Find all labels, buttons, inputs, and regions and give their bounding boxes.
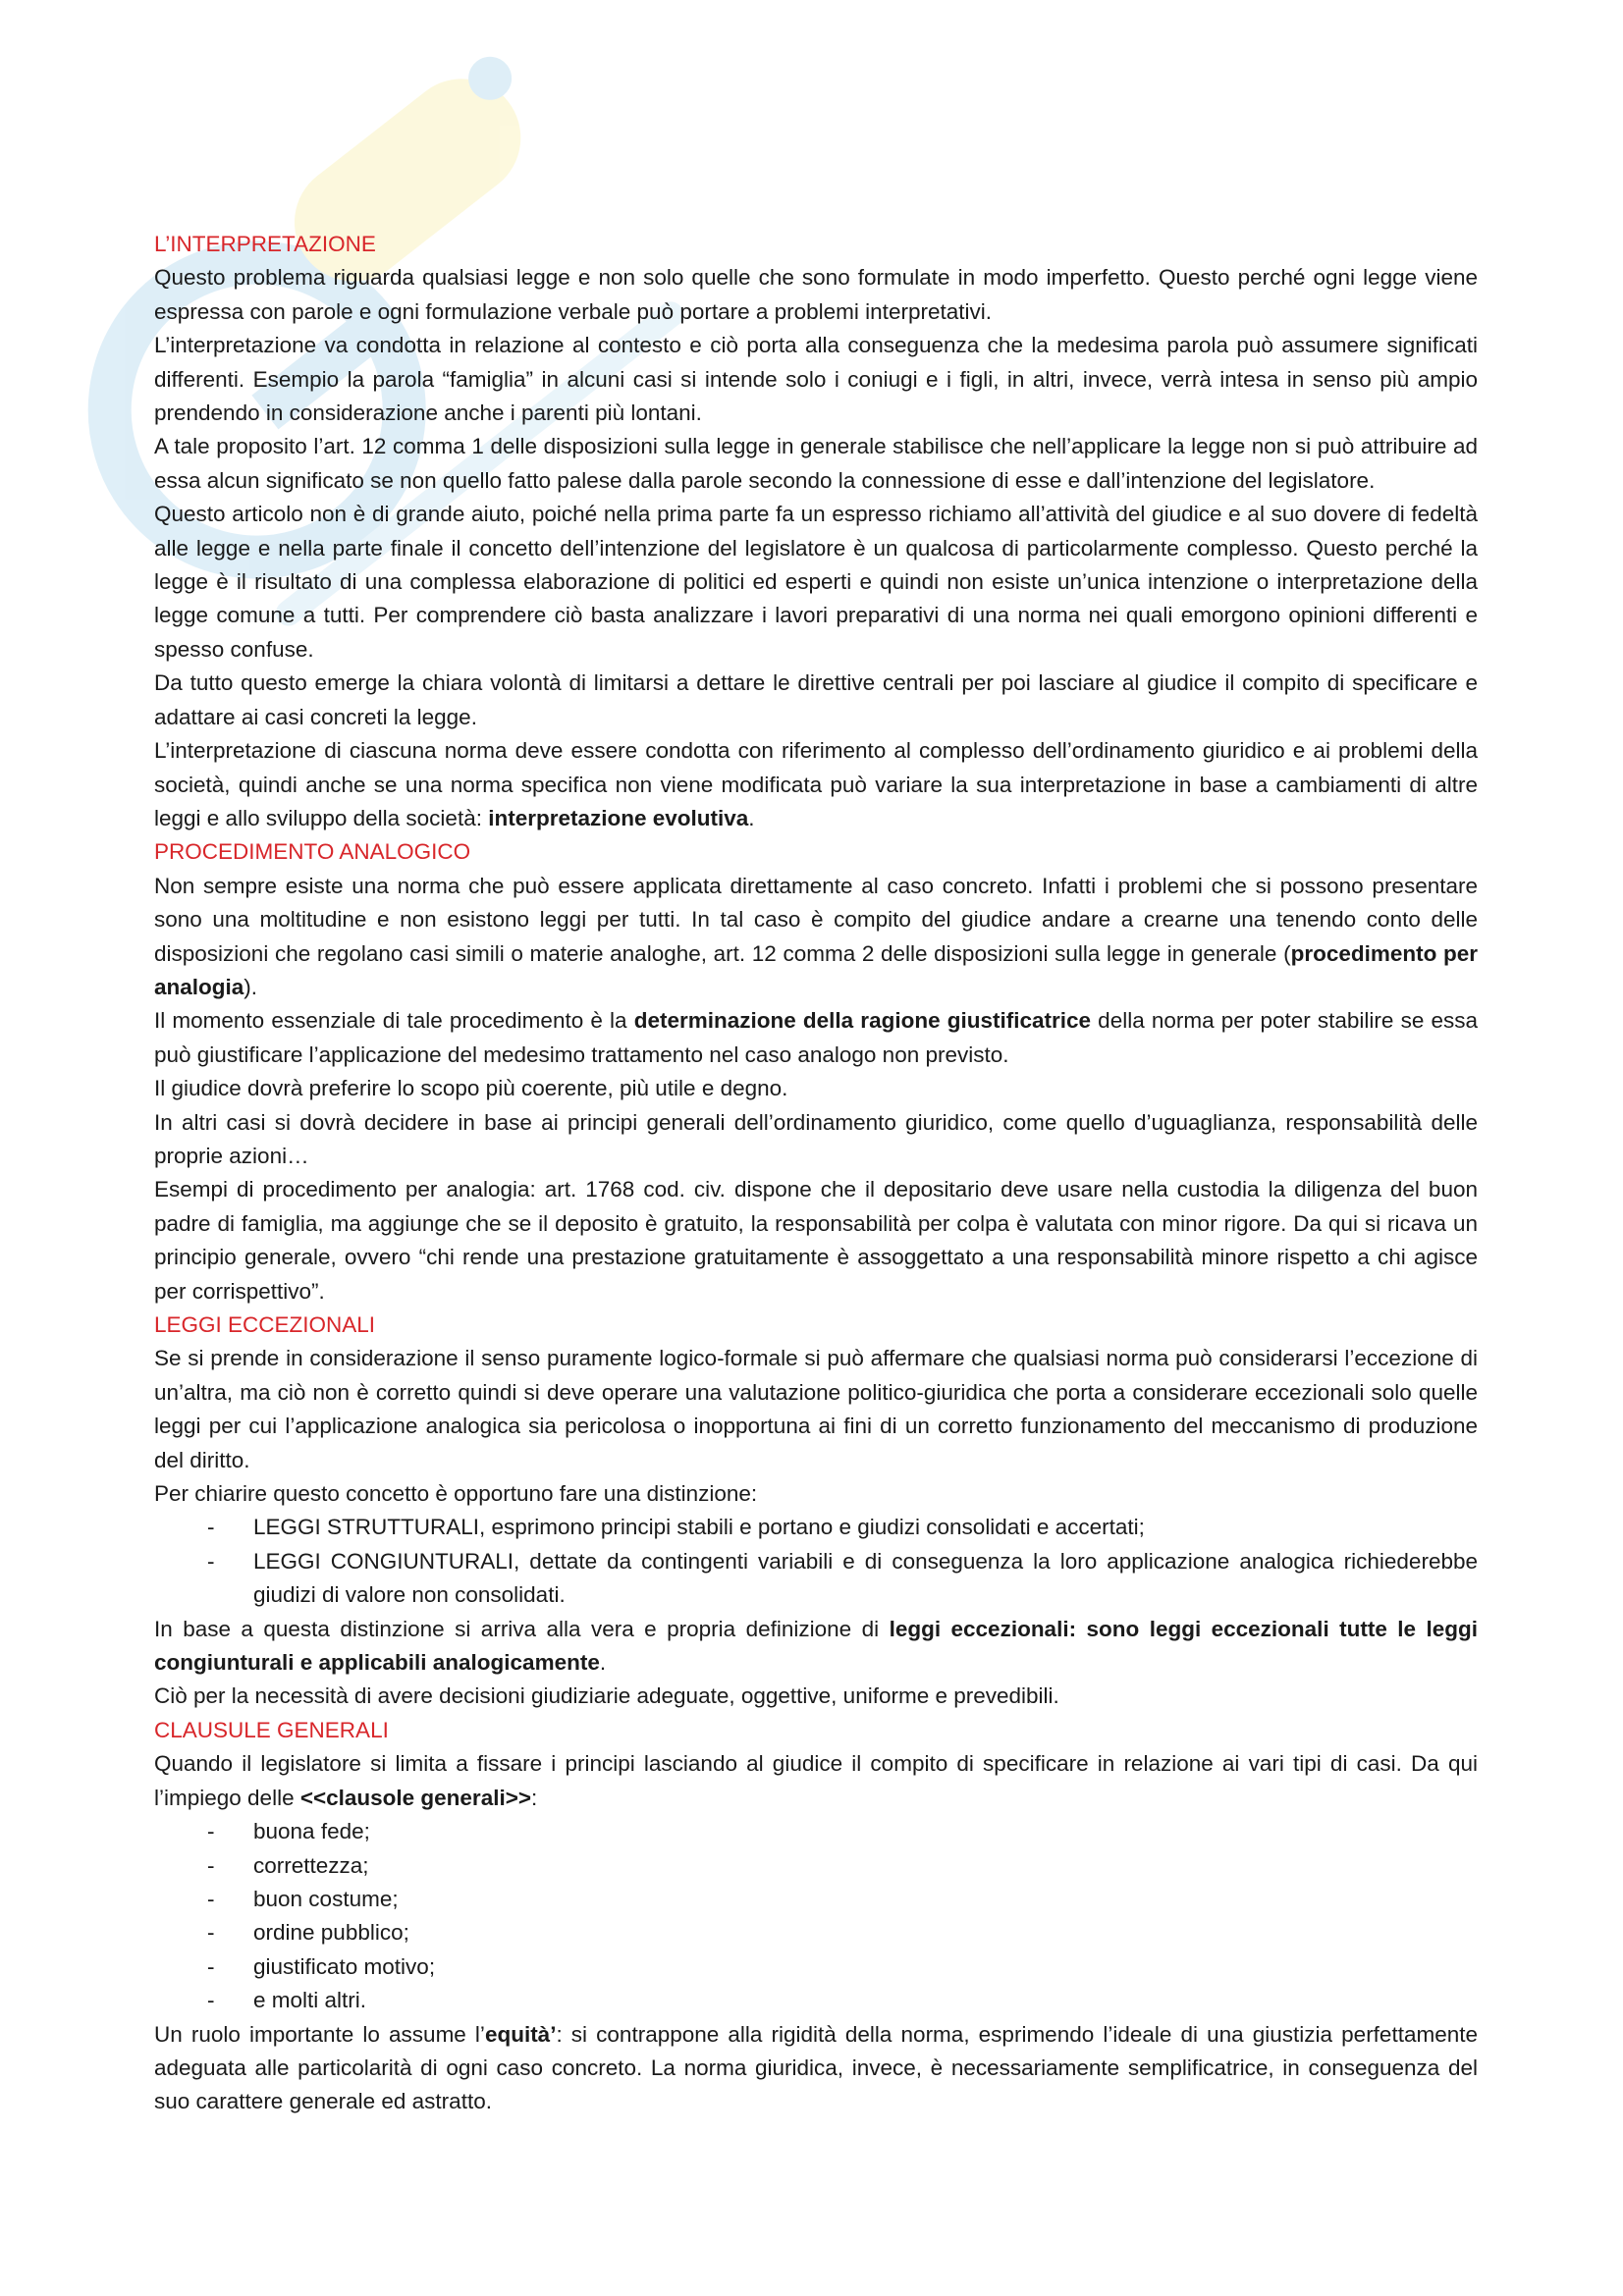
dash-marker: - — [207, 1953, 215, 1979]
text-run: : — [530, 1785, 538, 1810]
list-item-text: LEGGI CONGIUNTURALI, dettate da contingenti variabili e di conseguenza la loro applicazione analogica richiederebbe giudizi di valore non consolidati. — [253, 1548, 1478, 1608]
paragraph: Il giudice dovrà preferire lo scopo più coerente, più utile e degno. — [154, 1076, 788, 1101]
paragraph: Ciò per la necessità di avere decisioni giudiziarie adeguate, oggettive, uniforme e prevedibili. — [154, 1683, 1059, 1709]
list-item — [154, 1916, 1478, 1949]
text-run: L’interpretazione di ciascuna norma deve essere condotta con riferimento al complesso dell’ordinamento giuridico e ai problemi della società, quindi anche se una norma specifica non viene modificata può variare la sua interpretazione in base a cambiamenti di altre leggi e allo sviluppo della società: — [154, 738, 1478, 830]
list-item — [154, 1545, 1478, 1613]
list-item — [154, 1950, 1478, 1984]
paragraph: Se si prende in considerazione il senso puramente logico-formale si può affermare che qualsiasi norma può considerarsi l’eccezione di un’altra, ma ciò non è corretto quindi si deve operare una valutazione politico-giuridica che porta a considerare eccezionali solo quelle leggi per cui l’applicazione analogica sia pericolosa o inopportuna ai fini di un corretto funzionamento del meccanismo di produzione del diritto. — [154, 1346, 1478, 1472]
dash-marker: - — [207, 1515, 215, 1540]
text-run: In base a questa distinzione si arriva alla vera e propria definizione di — [154, 1616, 890, 1641]
list-item-text: e molti altri. — [253, 1988, 367, 2013]
paragraph: Per chiarire questo concetto è opportuno fare una distinzione: — [154, 1481, 758, 1507]
paragraph — [154, 870, 1478, 1005]
text-run: ). — [243, 974, 258, 999]
bold-term: procedimento per analogia — [154, 940, 1478, 999]
list-item-text: correttezza; — [253, 1852, 369, 1878]
paragraph: In altri casi si dovrà decidere in base ai principi generali dell’ordinamento giuridico, come quello d’uguaglianza, responsabilità delle proprie azioni… — [154, 1109, 1478, 1168]
section-heading: PROCEDIMENTO ANALOGICO — [154, 839, 471, 865]
section-heading: L’INTERPRETAZIONE — [154, 232, 376, 256]
dash-marker: - — [207, 1852, 215, 1878]
paragraph — [154, 2018, 1478, 2119]
paragraph — [154, 1747, 1478, 1815]
paragraph — [154, 1004, 1478, 1072]
paragraph: Esempi di procedimento per analogia: art. 1768 cod. civ. dispone che il depositario deve usare nella custodia la diligenza del buon padre di famiglia, ma aggiunge che se il deposito è gratuito, la responsabilità per colpa è valutata con minor rigore. Da qui si ricava un principio generale, ovvero “chi rende una prestazione gratuitamente è assoggettato a una responsabilità minore rispetto a chi agisce per corrispettivo”. — [154, 1177, 1478, 1304]
list-item — [154, 1511, 1478, 1544]
list-item-text: ordine pubblico; — [253, 1920, 409, 1946]
paragraph: Questo articolo non è di grande aiuto, poiché nella prima parte fa un espresso richiamo all’attività del giudice e al suo dovere di fedeltà alle legge e nella parte finale il concetto dell’intenzione del legislatore è un qualcosa di particolarmente complesso. Questo perché la legge è il risultato di una complessa elaborazione di politici ed esperti e quindi non esiste un’unica intenzione o interpretazione della legge comune a tutti. Per comprendere ciò basta analizzare i lavori preparativi di una norma nei quali emorgono opinioni differenti e spesso confuse. — [154, 502, 1478, 662]
bold-term: equità’ — [484, 2021, 557, 2047]
dash-marker: - — [207, 1819, 215, 1844]
dash-marker: - — [207, 1886, 215, 1911]
bullet-list — [154, 1511, 1478, 1612]
list-item-text: giustificato motivo; — [253, 1953, 436, 1979]
section-heading: CLAUSULE GENERALI — [154, 1717, 389, 1742]
bold-term: leggi eccezionali: sono leggi eccezionali tutte le leggi congiunturali e applicabili analogicamente — [154, 1616, 1479, 1676]
paragraph: L’interpretazione va condotta in relazione al contesto e ciò porta alla conseguenza che la medesima parola può assumere significati differenti. Esempio la parola “famiglia” in alcuni casi si intende solo i coniugi e i figli, in altri, invece, verrà intesa in senso più ampio prendendo in considerazione anche i parenti più lontani. — [154, 333, 1478, 426]
text-run: . — [599, 1650, 607, 1676]
list-item-text: LEGGI STRUTTURALI, esprimono principi stabili e portano e giudizi consolidati e accertati; — [253, 1515, 1145, 1540]
list-item-text: buon costume; — [253, 1886, 399, 1911]
bold-term: <<clausole generali>> — [299, 1785, 531, 1810]
list-item — [154, 1849, 1478, 1883]
text-run: : si contrappone alla rigidità della norma, esprimendo l’ideale di una giustizia perfettamente adeguata alle particolarità di ogni caso concreto. La norma giuridica, invece, è necessariamente semplificatrice, in conseguenza del suo carattere generale ed astratto. — [154, 2021, 1478, 2114]
bold-term: determinazione della ragione giustificatrice — [633, 1008, 1092, 1034]
text-run: Quando il legislatore si limita a fissare i principi lasciando al giudice il compito di specificare in relazione ai vari tipi di casi. Da qui l’impiego delle — [154, 1751, 1478, 1810]
paragraph — [154, 1613, 1478, 1681]
list-item-text: buona fede; — [253, 1819, 370, 1844]
list-item — [154, 1984, 1478, 2017]
text-run: della norma per poter stabilire se essa può giustificare l’applicazione del medesimo trattamento nel caso analogo non previsto. — [154, 1008, 1479, 1067]
paragraph: A tale proposito l’art. 12 comma 1 delle disposizioni sulla legge in generale stabilisce che nell’applicare la legge non si può attribuire ad essa alcun significato se non quello fatto palese dalla parole secondo la connessione di esse e dall’intenzione del legislatore. — [154, 434, 1478, 493]
bullet-list — [154, 1815, 1478, 2017]
section-heading: LEGGI ECCEZIONALI — [154, 1312, 376, 1337]
dash-marker: - — [207, 1920, 215, 1946]
document-body — [154, 228, 1478, 2119]
text-run: Il momento essenziale di tale procedimento è la — [154, 1008, 634, 1034]
dash-marker: - — [207, 1988, 215, 2013]
paragraph — [154, 734, 1478, 835]
bold-term: interpretazione evolutiva — [488, 805, 749, 830]
paragraph: Questo problema riguarda qualsiasi legge e non solo quelle che sono formulate in modo imperfetto. Questo perché ogni legge viene espressa con parole e ogni formulazione verbale può portare a problemi interpretativi. — [154, 265, 1478, 324]
list-item — [154, 1883, 1478, 1916]
text-run: Non sempre esiste una norma che può essere applicata direttamente al caso concreto. Infatti i problemi che si possono presentare sono una moltitudine e non esistono leggi per tutti. In tal caso è compito del giudice andare a crearne una tenendo conto delle disposizioni che regolano casi simili o materie analoghe, art. 12 comma 2 delle disposizioni sulla legge in generale ( — [154, 873, 1478, 966]
text-run: . — [748, 805, 755, 830]
paragraph: Da tutto questo emerge la chiara volontà di limitarsi a dettare le direttive centrali per poi lasciare al giudice il compito di specificare e adattare ai casi concreti la legge. — [154, 670, 1478, 729]
list-item — [154, 1815, 1478, 1848]
dash-marker: - — [207, 1548, 215, 1574]
text-run: Un ruolo importante lo assume l’ — [154, 2021, 485, 2047]
